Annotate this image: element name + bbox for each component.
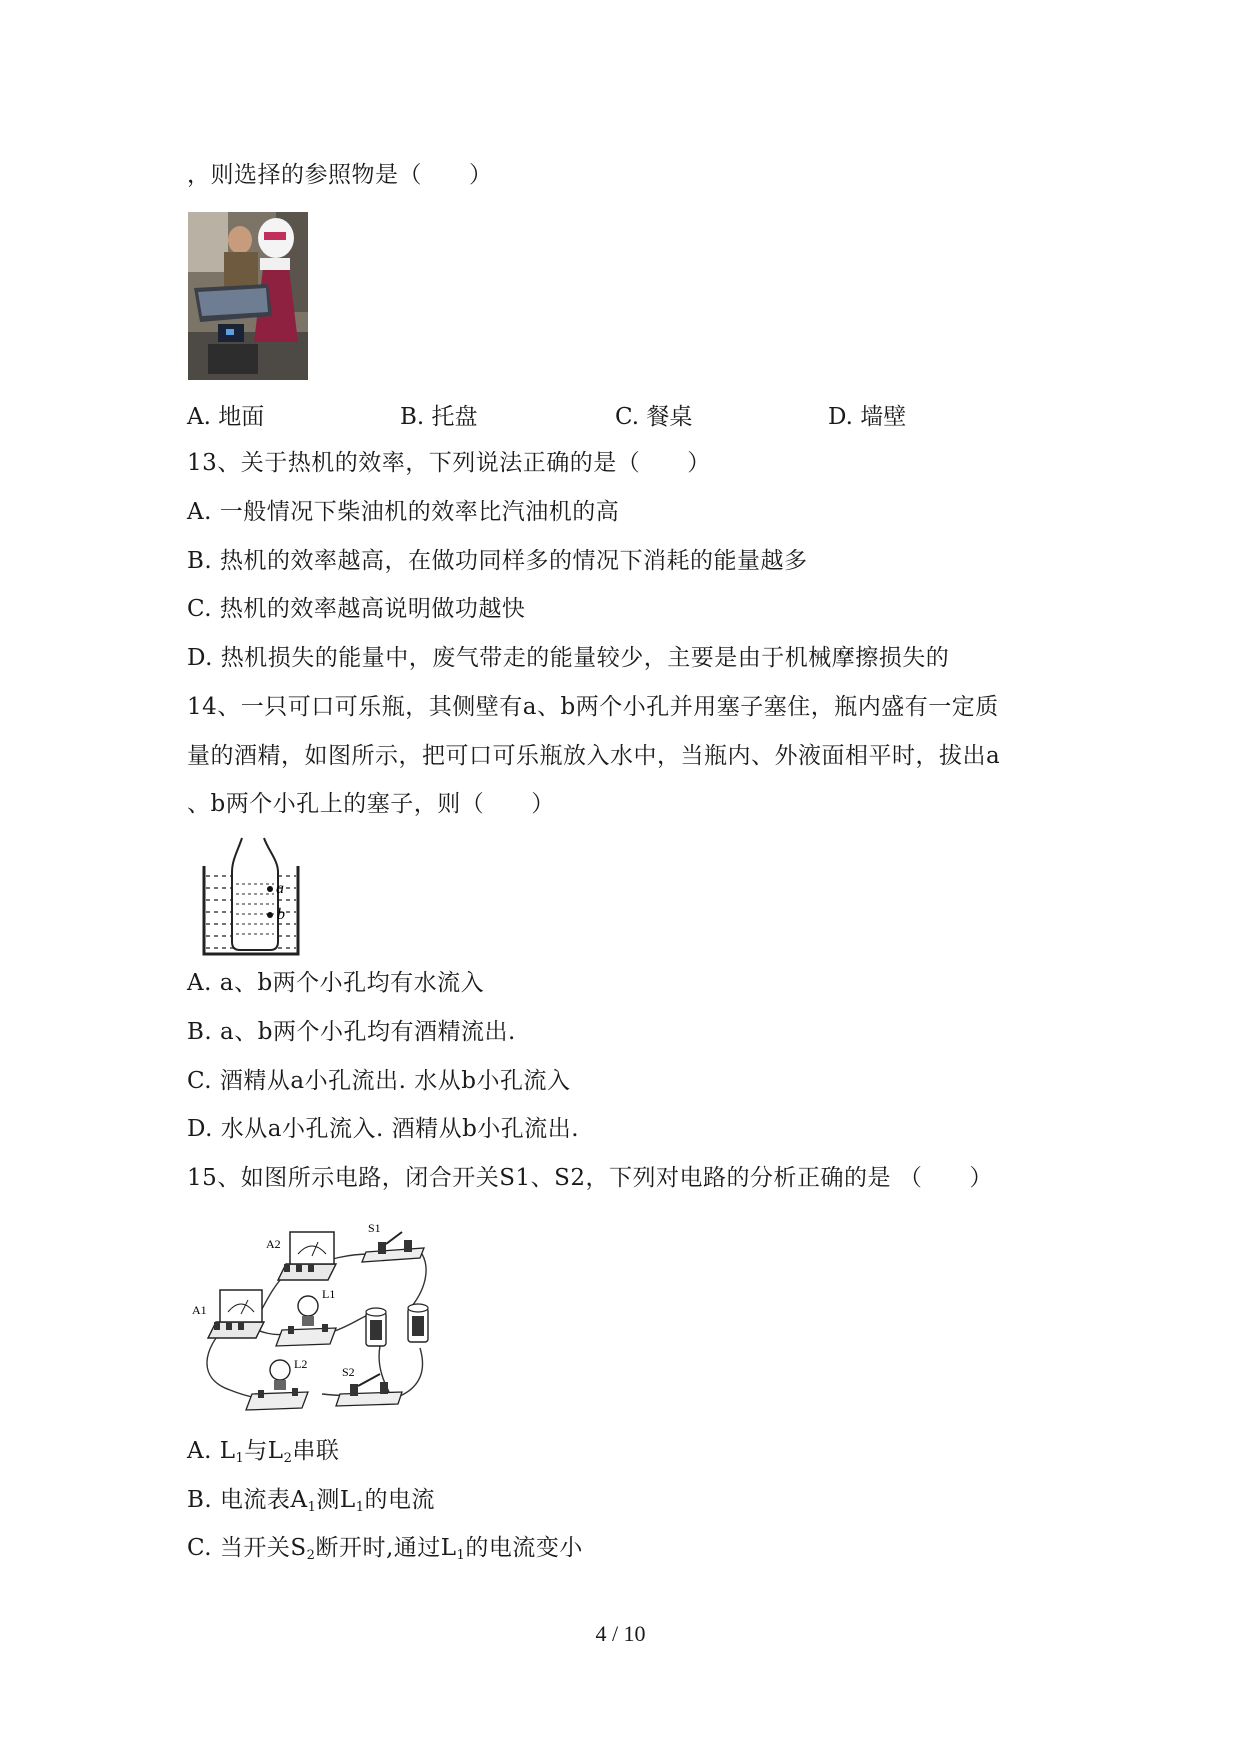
q12-tail: ，则选择的参照物是（ ） xyxy=(187,162,493,188)
q15-b-text-1: B. 电流表A xyxy=(187,1487,308,1513)
label-s1: S1 xyxy=(368,1221,381,1235)
q14-option-b[interactable]: B. a、b两个小孔均有酒精流出. xyxy=(187,1019,516,1045)
q15-a-text-2: 与L xyxy=(244,1438,284,1464)
q15-b-sub-2: 1 xyxy=(355,1500,365,1515)
q15-c-text-1: C. 当开关S xyxy=(187,1535,307,1561)
ammeter-a1-icon xyxy=(208,1290,264,1338)
q15-a-text-3: 串联 xyxy=(292,1438,340,1464)
page-number: 4 / 10 xyxy=(595,1621,646,1646)
switch-s1-icon xyxy=(362,1232,424,1262)
q15-c-text-3: 的电流变小 xyxy=(465,1535,583,1561)
q15-a-text-1: A. L xyxy=(187,1438,236,1464)
q13-option-b[interactable]: B. 热机的效率越高，在做功同样多的情况下消耗的能量越多 xyxy=(187,548,808,574)
battery-icon xyxy=(366,1304,428,1346)
q15-c-sub-1: 2 xyxy=(306,1548,316,1563)
q12-option-d[interactable]: D. 墙壁 xyxy=(828,404,907,430)
q15-option-c[interactable] xyxy=(187,1533,583,1571)
ammeter-a2-icon xyxy=(278,1232,336,1280)
q14-figure-bottle xyxy=(198,836,302,960)
q15-option-b[interactable] xyxy=(187,1485,435,1523)
q14-label-b: b xyxy=(277,906,285,923)
q13-option-d[interactable]: D. 热机损失的能量中，废气带走的能量较少，主要是由于机械摩擦损失的 xyxy=(187,645,950,671)
q15-b-text-3: 的电流 xyxy=(364,1487,435,1513)
q14-stem-line-1: 14、一只可口可乐瓶，其侧壁有a、b两个小孔并用塞子塞住，瓶内盛有一定质 xyxy=(187,694,999,720)
label-s2: S2 xyxy=(342,1365,355,1379)
q15-c-text-2: 断开时,通过L xyxy=(315,1535,457,1561)
q15-figure-circuit xyxy=(190,1218,440,1414)
q14-stem-line-3: 、b两个小孔上的塞子，则（ ） xyxy=(187,791,555,817)
q12-option-c[interactable]: C. 餐桌 xyxy=(615,404,693,430)
q13-option-c[interactable]: C. 热机的效率越高说明做功越快 xyxy=(187,596,526,622)
label-l1: L1 xyxy=(322,1287,336,1301)
q13-option-a[interactable]: A. 一般情况下柴油机的效率比汽油机的高 xyxy=(187,499,620,525)
q15-option-a[interactable] xyxy=(187,1436,339,1474)
q15-c-sub-2: 1 xyxy=(456,1548,466,1563)
q15-a-sub-2: 2 xyxy=(283,1451,293,1466)
label-a2: A2 xyxy=(266,1237,281,1251)
label-l2: L2 xyxy=(294,1357,308,1371)
q15-a-sub-1: 1 xyxy=(235,1451,245,1466)
label-a1: A1 xyxy=(192,1303,207,1317)
bulb-l1-icon xyxy=(276,1296,336,1346)
q13-stem: 13、关于热机的效率，下列说法正确的是（ ） xyxy=(187,450,711,476)
q15-b-text-2: 测L xyxy=(316,1487,356,1513)
q14-option-a[interactable]: A. a、b两个小孔均有水流入 xyxy=(187,970,485,996)
q14-option-c[interactable]: C. 酒精从a小孔流出. 水从b小孔流入 xyxy=(187,1068,571,1094)
q15-b-sub-1: 1 xyxy=(307,1500,317,1515)
q12-option-b[interactable]: B. 托盘 xyxy=(400,404,478,430)
q14-label-a: a xyxy=(276,880,284,897)
q12-option-a[interactable]: A. 地面 xyxy=(187,404,265,430)
q14-stem-line-2: 量的酒精，如图所示，把可口可乐瓶放入水中，当瓶内、外液面相平时，拔出a xyxy=(187,743,1001,769)
q12-options xyxy=(187,402,987,434)
q14-option-d[interactable]: D. 水从a小孔流入. 酒精从b小孔流出. xyxy=(187,1116,580,1142)
q12-photo xyxy=(188,212,308,380)
q15-stem: 15、如图所示电路，闭合开关S1、S2，下列对电路的分析正确的是 （ ） xyxy=(187,1165,993,1191)
